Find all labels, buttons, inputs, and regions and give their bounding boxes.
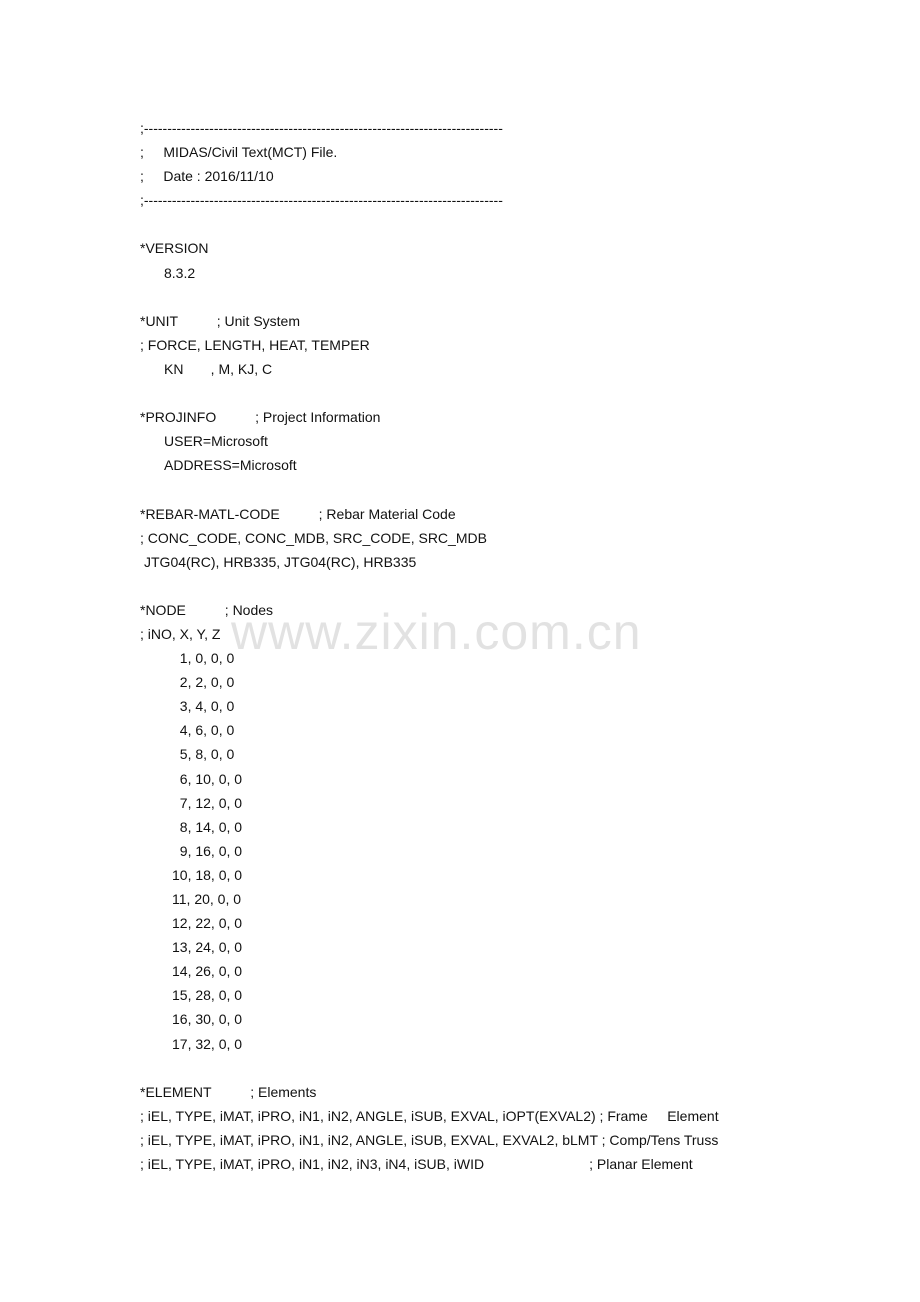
mct-text-body <box>140 116 900 1176</box>
unit-comment: ; FORCE, LENGTH, HEAT, TEMPER <box>140 336 370 353</box>
node-row: 10, 18, 0, 0 <box>172 866 243 883</box>
node-row: 9, 16, 0, 0 <box>172 842 243 859</box>
node-row: 13, 24, 0, 0 <box>172 939 243 956</box>
unit-value: KN , M, KJ, C <box>164 360 273 377</box>
header-rule-top: ;----------------------------------------------------------------------------- <box>140 120 503 136</box>
node-keyword: *NODE ; Nodes <box>140 601 274 618</box>
projinfo-keyword: *PROJINFO ; Project Information <box>140 409 381 426</box>
blank-line <box>140 1056 900 1080</box>
node-row: 6, 10, 0, 0 <box>172 770 243 787</box>
node-row: 17, 32, 0, 0 <box>172 1035 243 1052</box>
node-row: 2, 2, 0, 0 <box>172 674 235 691</box>
header-title-line: ; MIDAS/Civil Text(MCT) File. <box>140 144 338 161</box>
unit-keyword: *UNIT ; Unit System <box>140 312 300 329</box>
node-comment: ; iNO, X, Y, Z <box>140 625 221 642</box>
blank-line <box>140 477 900 501</box>
node-row: 8, 14, 0, 0 <box>172 818 243 835</box>
node-row: 15, 28, 0, 0 <box>172 987 243 1004</box>
node-row: 16, 30, 0, 0 <box>172 1011 243 1028</box>
node-row: 3, 4, 0, 0 <box>172 698 235 715</box>
version-value: 8.3.2 <box>164 264 196 281</box>
rebar-value: JTG04(RC), HRB335, JTG04(RC), HRB335 <box>144 553 417 570</box>
header-rule-bottom: ;----------------------------------------------------------------------------- <box>140 192 503 209</box>
blank-line <box>140 285 900 309</box>
element-comment-truss: ; iEL, TYPE, iMAT, iPRO, iN1, iN2, ANGLE, iSUB, EXVAL, EXVAL2, bLMT ; Comp/Tens Truss <box>140 1131 719 1148</box>
node-row: 4, 6, 0, 0 <box>172 722 235 739</box>
blank-line <box>140 381 900 405</box>
watermark-text: www.zixin.com.cn <box>231 604 642 660</box>
version-keyword: *VERSION <box>140 240 209 257</box>
rebar-keyword: *REBAR-MATL-CODE ; Rebar Material Code <box>140 505 456 522</box>
element-comment-frame: ; iEL, TYPE, iMAT, iPRO, iN1, iN2, ANGLE, iSUB, EXVAL, iOPT(EXVAL2) ; Frame Element <box>140 1107 719 1124</box>
header-date-line: ; Date : 2016/11/10 <box>140 168 274 185</box>
node-row: 1, 0, 0, 0 <box>172 650 235 667</box>
blank-line <box>140 212 900 236</box>
node-row: 5, 8, 0, 0 <box>172 746 235 763</box>
element-comment-planar: ; iEL, TYPE, iMAT, iPRO, iN1, iN2, iN3, iN4, iSUB, iWID ; Planar Element <box>140 1156 693 1173</box>
projinfo-user: USER=Microsoft <box>164 433 268 450</box>
projinfo-address: ADDRESS=Microsoft <box>164 457 297 474</box>
node-row: 7, 12, 0, 0 <box>172 794 243 811</box>
node-row: 11, 20, 0, 0 <box>172 891 242 907</box>
rebar-comment: ; CONC_CODE, CONC_MDB, SRC_CODE, SRC_MDB <box>140 529 487 546</box>
blank-line <box>140 574 900 598</box>
element-keyword: *ELEMENT ; Elements <box>140 1083 317 1100</box>
node-row: 14, 26, 0, 0 <box>172 963 243 980</box>
node-row: 12, 22, 0, 0 <box>172 915 243 932</box>
